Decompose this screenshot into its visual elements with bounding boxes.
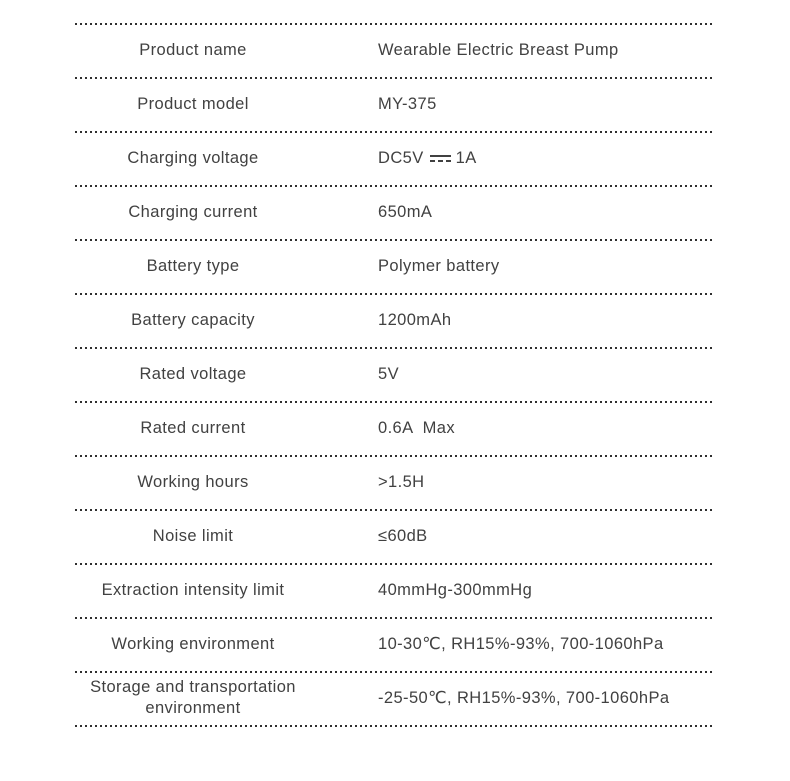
- spec-value: 5V: [378, 364, 399, 383]
- spec-label: Storage and transportation environment: [90, 678, 296, 717]
- spec-label: Rated current: [140, 418, 246, 437]
- spec-label: Working hours: [137, 472, 249, 491]
- table-row-battery-type: [75, 239, 712, 293]
- spec-label: Battery capacity: [131, 310, 255, 329]
- table-row-extraction-intensity-limit: [75, 563, 712, 617]
- spec-value: MY-375: [378, 94, 437, 113]
- table-row-storage-environment: [75, 671, 712, 725]
- product-spec-table: [75, 23, 712, 727]
- spec-label: Charging voltage: [127, 148, 259, 167]
- spec-value: 650mA: [378, 202, 433, 221]
- spec-value: 40mmHg-300mmHg: [378, 580, 533, 599]
- spec-label: Charging current: [128, 202, 258, 221]
- spec-value: [378, 148, 477, 169]
- table-row-working-environment: [75, 617, 712, 671]
- table-row-rated-current: [75, 401, 712, 455]
- table-row-charging-voltage: [75, 131, 712, 185]
- spec-label: Product name: [139, 40, 247, 59]
- spec-value: Polymer battery: [378, 256, 500, 275]
- spec-value: Wearable Electric Breast Pump: [378, 40, 619, 59]
- dc-voltage-text: DC5V: [378, 148, 424, 167]
- spec-value: ≤60dB: [378, 526, 428, 545]
- table-row-product-model: [75, 77, 712, 131]
- table-row-charging-current: [75, 185, 712, 239]
- table-row-working-hours: [75, 455, 712, 509]
- spec-value: 1200mAh: [378, 310, 452, 329]
- direct-current-icon: [430, 154, 451, 164]
- table-row-battery-capacity: [75, 293, 712, 347]
- spec-value: >1.5H: [378, 472, 425, 491]
- spec-label: Product model: [137, 94, 249, 113]
- spec-value: -25-50℃, RH15%-93%, 700-1060hPa: [378, 688, 670, 707]
- table-row-product-name: [75, 23, 712, 77]
- spec-label: Rated voltage: [139, 364, 247, 383]
- spec-label: Noise limit: [152, 526, 234, 545]
- dc-current-text: 1A: [455, 148, 477, 167]
- table-row-noise-limit: [75, 509, 712, 563]
- spec-label: Extraction intensity limit: [101, 580, 285, 599]
- table-row-rated-voltage: [75, 347, 712, 401]
- spec-value: 10-30℃, RH15%-93%, 700-1060hPa: [378, 634, 664, 653]
- spec-value: 0.6A Max: [378, 418, 455, 437]
- spec-label: Battery type: [146, 256, 240, 275]
- spec-label: Working environment: [111, 634, 275, 653]
